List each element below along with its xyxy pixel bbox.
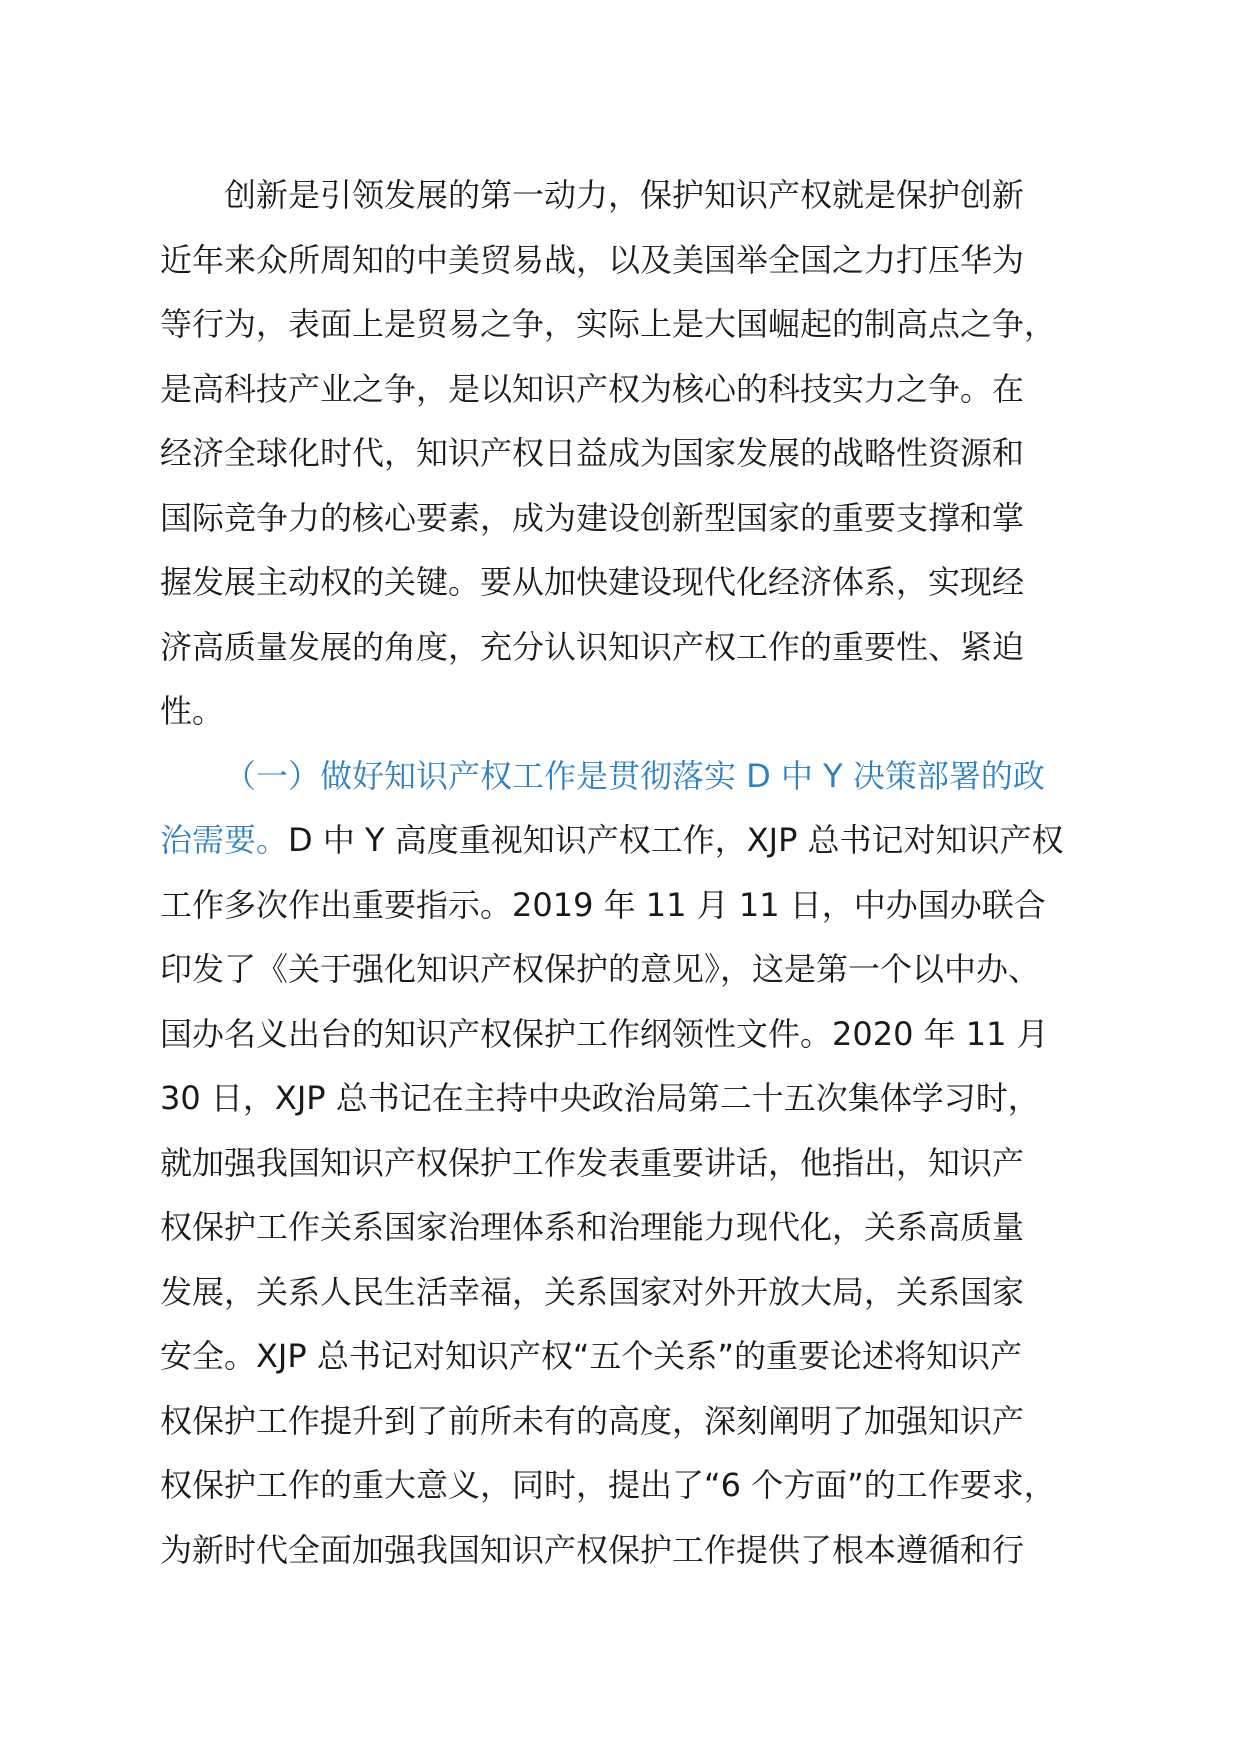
paragraph-line: 近年来众所周知的中美贸易战，以及美国举全国之力打压华为 [160,240,1025,279]
paragraph-line: 工作多次作出重要指示。2019 年 11 月 11 日，中办国办联合 [160,885,1046,924]
paragraph-line: 权保护工作提升到了前所未有的高度，深刻阐明了加强知识产 [160,1401,1025,1440]
paragraph-line: 权保护工作关系国家治理体系和治理能力现代化，关系高质量 [160,1208,1025,1246]
paragraph-line: 是高科技产业之争，是以知识产权为核心的科技实力之争。在 [160,369,1025,408]
section-text: D 中 Y 高度重视知识产权工作，XJP 总书记对知识产权 [288,821,1064,859]
paragraph-line: 国办名义出台的知识产权保护工作纲领性文件。2020 年 11 月 [160,1014,1049,1053]
paragraph-line [160,808,1120,873]
paragraph-line: 创新是引领发展的第一动力，保护知识产权就是保护创新 [224,176,1025,214]
paragraph-line: 等行为，表面上是贸易之争，实际上是大国崛起的制高点之争， [160,305,1057,343]
paragraph-line: 握发展主动权的关键。要从加快建设现代化经济体系，实现经 [160,563,1025,601]
paragraph-line: 权保护工作的重大意义，同时，提出了“6 个方面”的工作要求， [160,1466,1056,1504]
section-heading: （一）做好知识产权工作是贯彻落实 D 中 Y 决策部署的政 [224,756,1045,795]
section-one [160,744,1120,1583]
paragraph-line: 经济全球化时代，知识产权日益成为国家发展的战略性资源和 [160,434,1025,472]
paragraph-line: 为新时代全面加强我国知识产权保护工作提供了根本遵循和行 [160,1530,1025,1569]
section-heading-end: 治需要。 [160,821,289,859]
paragraph-line: 印发了《关于强化知识产权保护的意见》，这是第一个以中办、 [160,950,1041,988]
paragraph-innovation [160,163,1120,744]
paragraph-line: 国际竞争力的核心要素，成为建设创新型国家的重要支撑和掌 [160,498,1025,537]
document-body [160,163,1120,1582]
paragraph-line: 安全。XJP 总书记对知识产权“五个关系”的重要论述将知识产 [160,1337,1022,1375]
paragraph-line: 济高质量发展的角度，充分认识知识产权工作的重要性、紧迫 [160,627,1025,666]
paragraph-line: 发展，关系人民生活幸福，关系国家对外开放大局，关系国家 [160,1272,1025,1311]
paragraph-line: 30 日，XJP 总书记在主持中央政治局第二十五次集体学习时， [160,1079,1040,1117]
paragraph-line: 性。 [160,692,225,730]
paragraph-line: 就加强我国知识产权保护工作发表重要讲话，他指出，知识产 [160,1143,1025,1182]
